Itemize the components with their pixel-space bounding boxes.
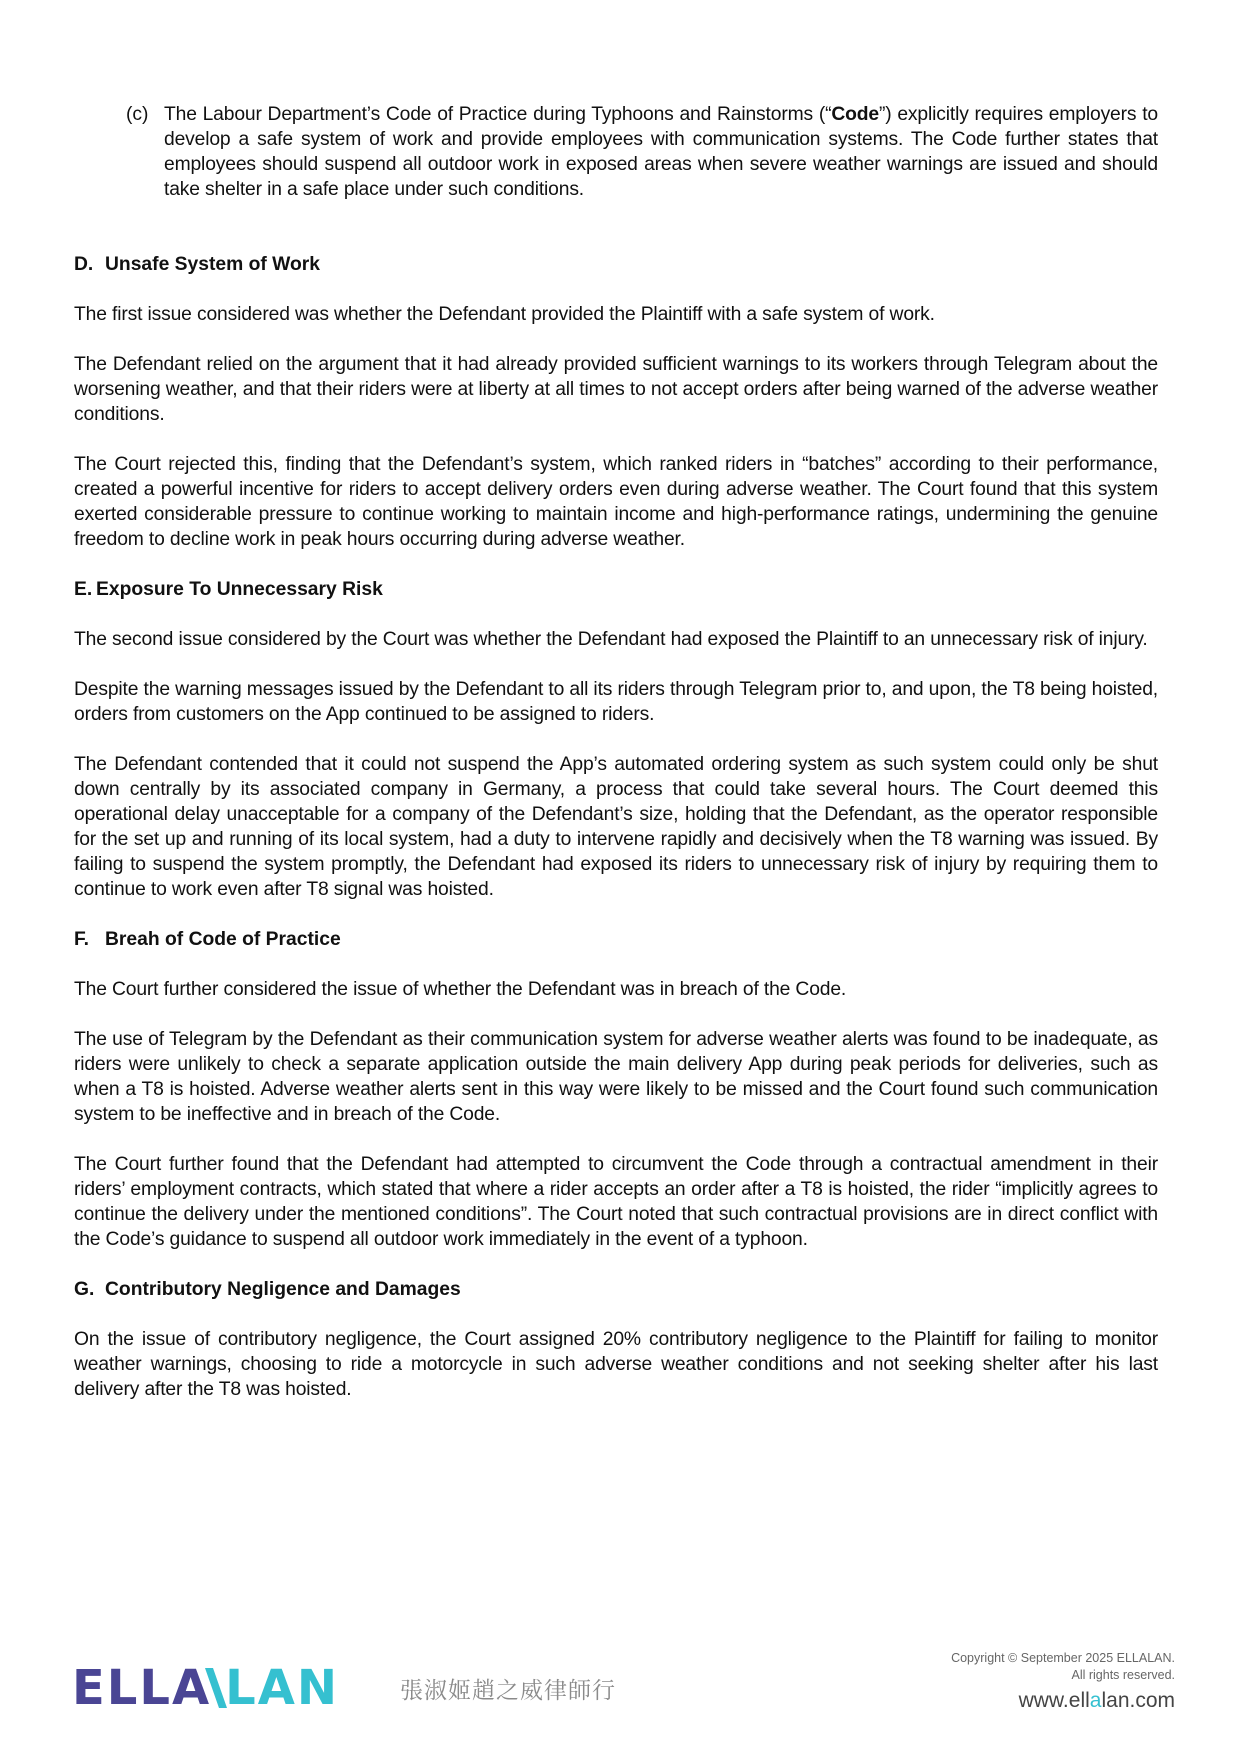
section-heading bbox=[74, 577, 1158, 602]
logo-part-lan: LAN bbox=[225, 1660, 340, 1716]
paragraph: The Defendant relied on the argument that it had already provided sufficient warnings to its workers through Telegram about the worsening weather, and that their riders were at liberty at all times to not accept orders after being warned of the adverse weather conditions. bbox=[74, 354, 1158, 425]
paragraph: The Court further considered the issue of whether the Defendant was in breach of the Code. bbox=[74, 979, 847, 1000]
paragraph: The Defendant contended that it could not suspend the App’s automated ordering system as such system could only be shut down centrally by its associated company in Germany, a process that could take several hours. The Court deemed this operational delay unacceptable for a company of the Defendant’s size, holding that the Defendant, as the operator responsible for the set up and running of its local system, had a duty to intervene rapidly and decisively when the T8 warning was issued. By failing to suspend the system promptly, the Defendant had exposed its riders to unnecessary risk of injury by requiring them to continue to work even after T8 signal was hoisted. bbox=[74, 754, 1158, 900]
list-item-c bbox=[126, 102, 1158, 202]
section-d bbox=[74, 252, 1158, 552]
ellalan-logo bbox=[72, 1660, 340, 1716]
section-title: Contributory Negligence and Damages bbox=[105, 1279, 461, 1300]
website-prefix: www.ell bbox=[1018, 1689, 1090, 1712]
section-title: Exposure To Unnecessary Risk bbox=[96, 579, 383, 600]
website-link[interactable] bbox=[951, 1687, 1175, 1715]
logo-part-ella: ELLA bbox=[72, 1660, 212, 1716]
section-letter: G. bbox=[74, 1279, 95, 1300]
section-g bbox=[74, 1277, 1158, 1402]
section-title: Unsafe System of Work bbox=[105, 254, 321, 275]
firm-chinese-name: 張淑姬趙之威律師行 bbox=[400, 1678, 616, 1704]
text-segment: ”) explicitly requires employers to develop a safe system of work and provide employees with communication systems. The Code further states that employees should suspend all outdoor work in exposed areas when severe weather warnings are issued and should take shelter in a safe place under such conditions. bbox=[164, 104, 1158, 200]
paragraph: The second issue considered by the Court was whether the Defendant had exposed the Plaintiff to an unnecessary risk of injury. bbox=[74, 629, 1148, 650]
section-letter: D. bbox=[74, 254, 94, 275]
section-heading bbox=[74, 927, 1158, 952]
paragraph: On the issue of contributory negligence, the Court assigned 20% contributory negligence to the Plaintiff for failing to monitor weather warnings, choosing to ride a motorcycle in such adverse weather conditions and not seeking shelter after his last delivery after the T8 was hoisted. bbox=[74, 1329, 1158, 1400]
rights-reserved-text: All rights reserved. bbox=[1071, 1668, 1175, 1682]
section-letter: E. bbox=[74, 579, 93, 600]
footer-right-block bbox=[951, 1650, 1175, 1715]
website-suffix: lan.com bbox=[1101, 1689, 1175, 1712]
section-e bbox=[74, 577, 1158, 902]
section-letter: F. bbox=[74, 929, 89, 950]
logo-slash-icon bbox=[205, 1668, 227, 1708]
defined-term-code: Code bbox=[831, 104, 879, 125]
paragraph: The Court rejected this, finding that the Defendant’s system, which ranked riders in “batches” according to their performance, created a powerful incentive for riders to accept delivery orders even during adverse weather. The Court found that this system exerted considerable pressure to continue working to maintain income and high-performance ratings, undermining the genuine freedom to decline work in peak hours occurring during adverse weather. bbox=[74, 454, 1158, 550]
text-segment: The Labour Department’s Code of Practice during Typhoons and Rainstorms (“ bbox=[164, 104, 832, 125]
section-heading bbox=[74, 252, 1158, 277]
section-title: Breah of Code of Practice bbox=[105, 929, 341, 950]
paragraph: The Court further found that the Defendant had attempted to circumvent the Code through a contractual amendment in their riders’ employment contracts, which stated that where a rider accepts an order after a T8 is hoisted, the rider “implicitly agrees to continue the delivery under the mentioned conditions”. The Court noted that such contractual provisions are in direct conflict with the Code’s guidance to suspend all outdoor work immediately in the event of a typhoon. bbox=[74, 1154, 1158, 1250]
section-f bbox=[74, 927, 1158, 1252]
list-marker: (c) bbox=[126, 104, 149, 125]
website-accent-letter: a bbox=[1089, 1689, 1102, 1712]
paragraph: The use of Telegram by the Defendant as their communication system for adverse weather alerts was found to be inadequate, as riders were unlikely to check a separate application outside the main delivery App during peak periods for deliveries, such as when a T8 is hoisted. Adverse weather alerts sent in this way were likely to be missed and the Court found such communication system to be ineffective and in breach of the Code. bbox=[74, 1029, 1158, 1125]
list-item-text bbox=[164, 102, 1158, 202]
document-body bbox=[74, 102, 1158, 1402]
section-heading bbox=[74, 1277, 1158, 1302]
paragraph: The first issue considered was whether the Defendant provided the Plaintiff with a safe system of work. bbox=[74, 304, 935, 325]
copyright-text: Copyright © September 2025 ELLALAN. bbox=[951, 1651, 1175, 1665]
paragraph: Despite the warning messages issued by the Defendant to all its riders through Telegram prior to, and upon, the T8 being hoisted, orders from customers on the App continued to be assigned to riders. bbox=[74, 679, 1158, 725]
